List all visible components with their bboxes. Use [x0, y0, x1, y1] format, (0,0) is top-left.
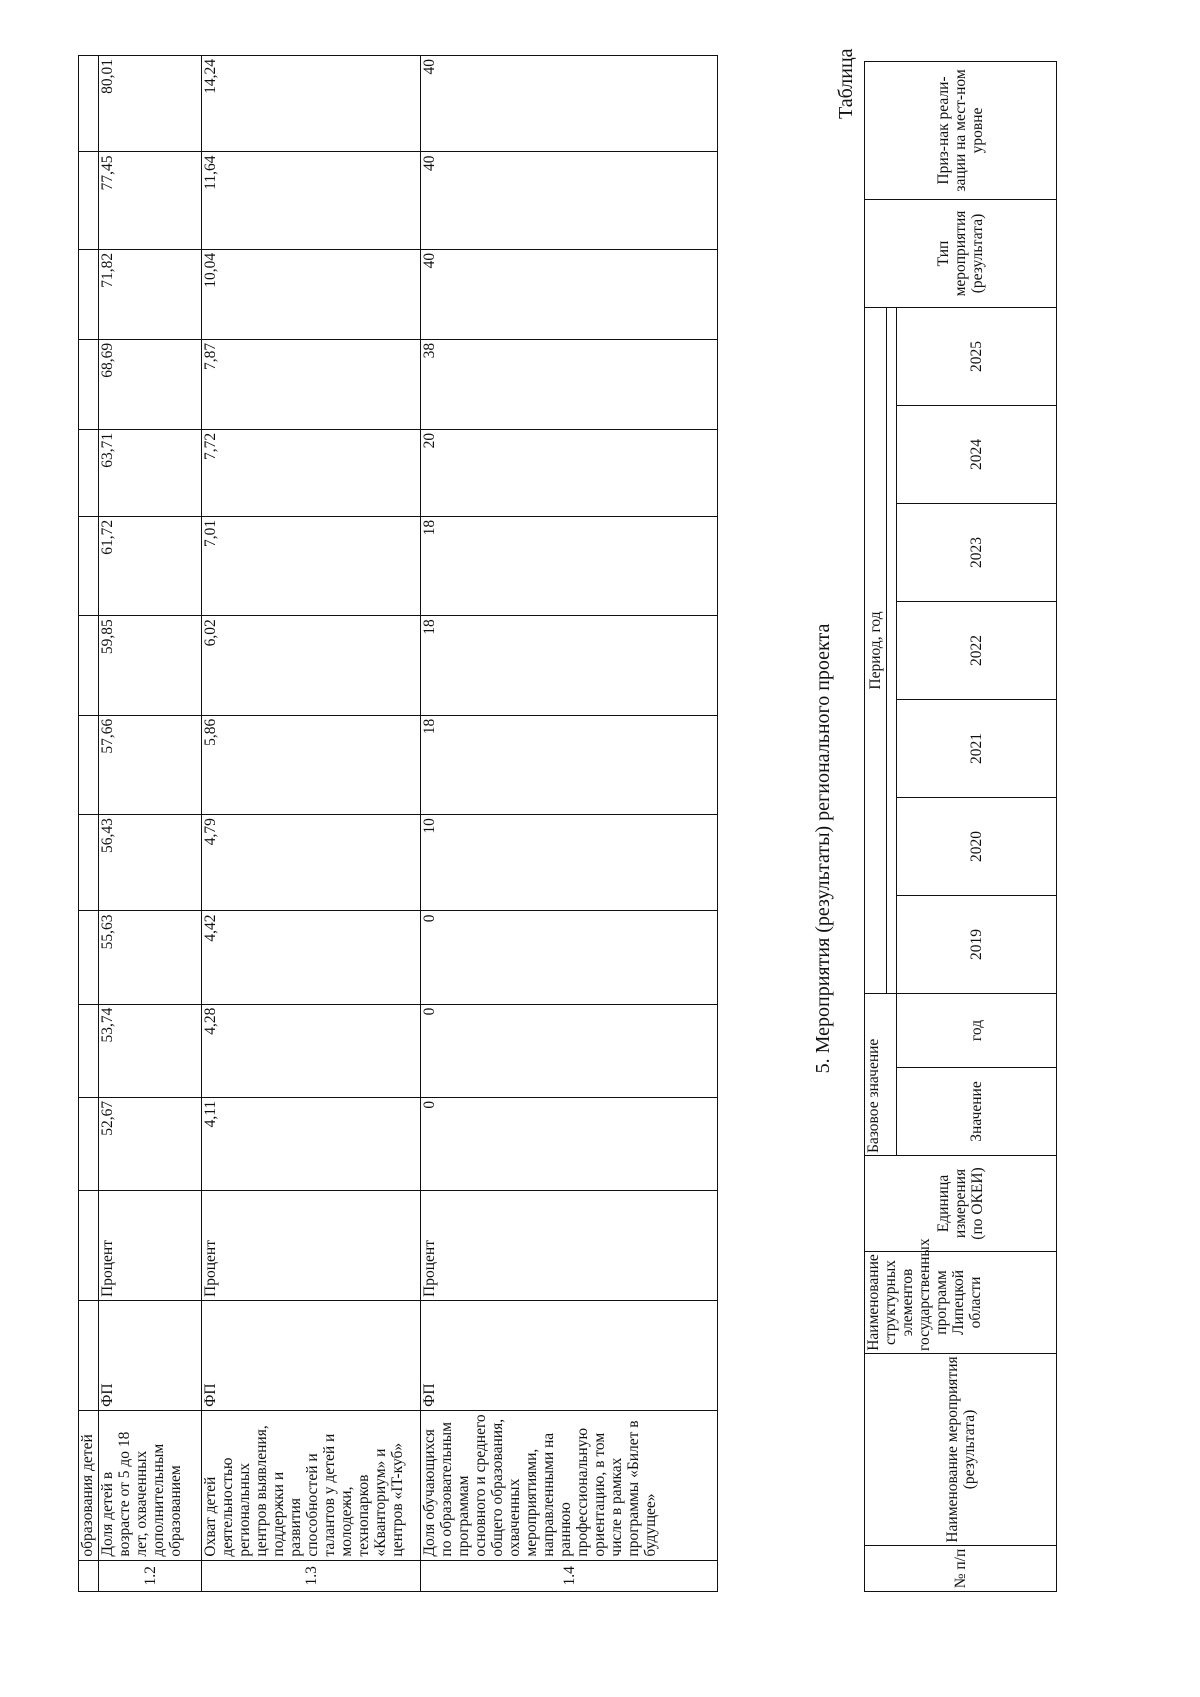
- measures-table-header: [864, 61, 1057, 1592]
- header-num: № п/п: [865, 1546, 1057, 1592]
- value-cell: 53,74: [99, 1004, 202, 1097]
- value-cell: 38: [421, 339, 718, 429]
- value-cell: 10: [421, 815, 718, 911]
- value-cell: 0: [421, 1004, 718, 1097]
- value-cell: 52,67: [99, 1097, 202, 1190]
- row-number: 1.2: [99, 1560, 202, 1591]
- value-cell: 71,82: [99, 249, 202, 339]
- indicator-unit: Процент: [421, 1191, 718, 1301]
- section-heading: 5. Мероприятия (результаты) регионального проекта: [812, 623, 834, 1074]
- value-cell: 56,43: [99, 815, 202, 911]
- header-type: Тип мероприятия (результата): [865, 199, 1057, 307]
- table-row: [865, 61, 887, 1591]
- value-cell: 59,85: [99, 616, 202, 715]
- row-number: 1.3: [202, 1560, 421, 1591]
- value-cell: 4,11: [202, 1097, 421, 1190]
- value-cell: 18: [421, 715, 718, 814]
- header-base-value-year: год: [897, 993, 1057, 1067]
- header-structural-elements: Наименование структурных элементов государственных программ Липецкой области: [865, 1252, 1057, 1354]
- value-cell: 6,02: [202, 616, 421, 715]
- indicator-unit: Процент: [202, 1191, 421, 1301]
- header-year: 2024: [897, 405, 1057, 503]
- header-unit: Единица измерения (по ОКЕИ): [865, 1156, 1057, 1252]
- value-cell: 0: [421, 1097, 718, 1190]
- value-cell: 40: [421, 249, 718, 339]
- indicator-name: Доля обучающихся по образовательным программам основного и среднего общего образования, охваченных мероприятиями, направленными на раннюю профессиональную ориентацию, в том числе в рамках программы «Билет в будущее»: [421, 1410, 718, 1560]
- indicators-table: [78, 55, 718, 1592]
- value-cell: 57,66: [99, 715, 202, 814]
- header-name: Наименование мероприятия (результата): [865, 1354, 1057, 1546]
- indicator-name: Охват детей деятельностью региональных центров выявления, поддержки и развития способностей и талантов у детей и молодежи, технопарков «Кванториум» и центров «IT-куб»: [202, 1410, 421, 1560]
- value-cell: 5,86: [202, 715, 421, 814]
- indicator-type: ФП: [99, 1300, 202, 1410]
- value-cell: 77,45: [99, 152, 202, 249]
- header-base-value: Базовое значение: [865, 993, 897, 1155]
- table-row: [202, 56, 421, 1592]
- row-number: 1.4: [421, 1560, 718, 1591]
- value-cell: 7,01: [202, 516, 421, 615]
- value-cell: 40: [421, 56, 718, 153]
- table-row: [79, 56, 99, 1592]
- value-cell: 4,42: [202, 911, 421, 1004]
- table-row: [99, 56, 202, 1592]
- section-label: образования детей: [79, 1410, 99, 1560]
- header-year: 2022: [897, 601, 1057, 699]
- value-cell: 4,28: [202, 1004, 421, 1097]
- value-cell: 61,72: [99, 516, 202, 615]
- indicator-type: ФП: [202, 1300, 421, 1410]
- value-cell: 7,72: [202, 429, 421, 516]
- value-cell: 20: [421, 429, 718, 516]
- value-cell: 4,79: [202, 815, 421, 911]
- header-local-implementation: Приз-нак реали-зации на мест-ном уровне: [865, 61, 1057, 199]
- value-cell: 68,69: [99, 339, 202, 429]
- indicator-name: Доля детей в возрасте от 5 до 18 лет, охваченных дополнительным образованием: [99, 1410, 202, 1560]
- value-cell: 63,71: [99, 429, 202, 516]
- header-period: Период, год: [865, 307, 887, 993]
- header-year: 2021: [897, 699, 1057, 797]
- value-cell: 10,04: [202, 249, 421, 339]
- value-cell: 0: [421, 911, 718, 1004]
- table-label: Таблица: [835, 48, 857, 119]
- value-cell: 55,63: [99, 911, 202, 1004]
- value-cell: 14,24: [202, 56, 421, 153]
- header-year: 2019: [897, 895, 1057, 993]
- value-cell: 7,87: [202, 339, 421, 429]
- value-cell: 40: [421, 152, 718, 249]
- value-cell: 11,64: [202, 152, 421, 249]
- header-year: 2020: [897, 797, 1057, 895]
- value-cell: 18: [421, 616, 718, 715]
- value-cell: 18: [421, 516, 718, 615]
- indicator-type: ФП: [421, 1300, 718, 1410]
- indicator-unit: Процент: [99, 1191, 202, 1301]
- value-cell: 80,01: [99, 56, 202, 153]
- header-base-value-value: Значение: [897, 1068, 1057, 1156]
- header-year: 2025: [897, 307, 1057, 405]
- table-row: [421, 56, 718, 1592]
- header-year: 2023: [897, 503, 1057, 601]
